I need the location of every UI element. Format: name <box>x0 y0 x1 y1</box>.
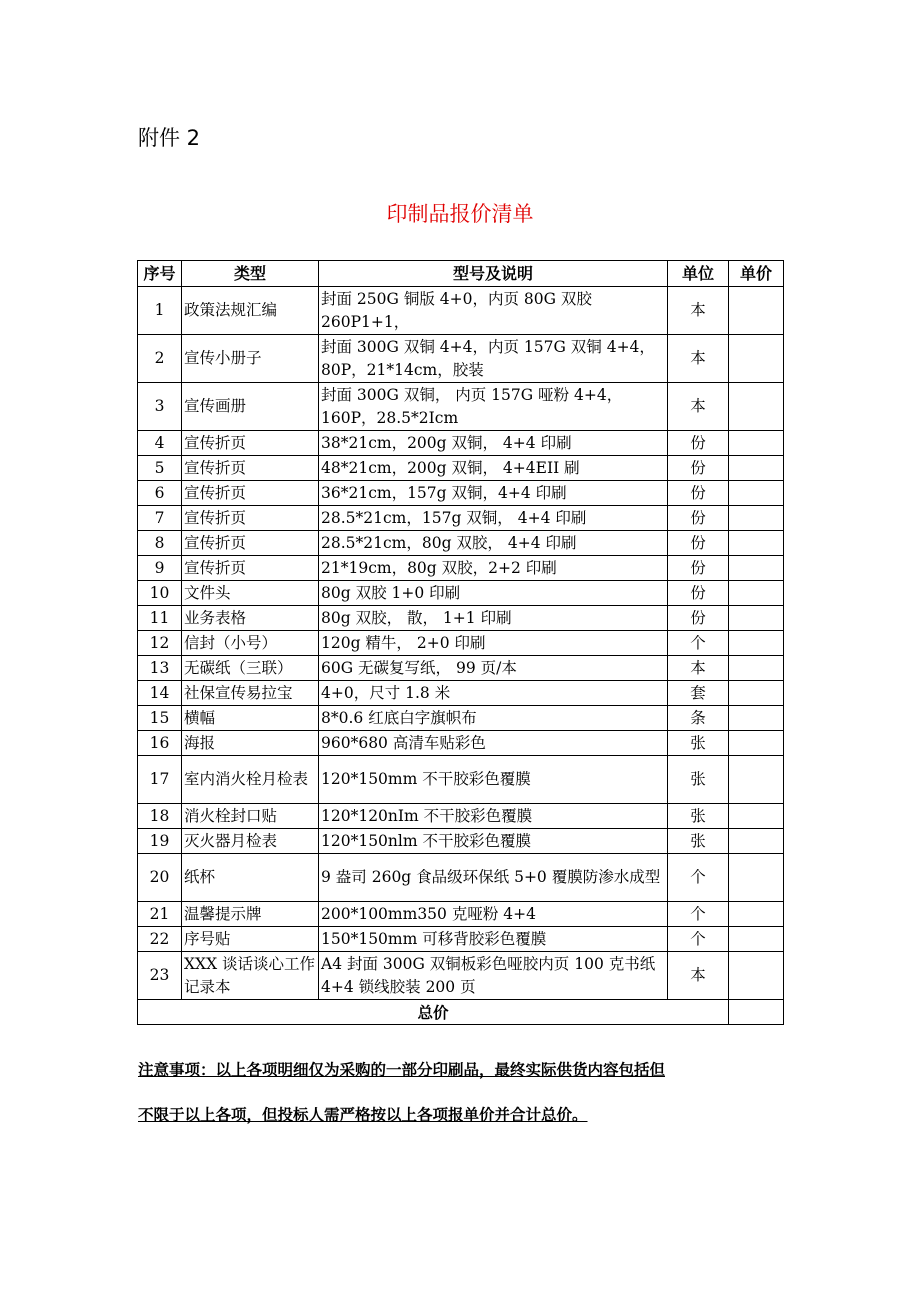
header-type: 类型 <box>182 261 319 287</box>
row-unit: 本 <box>668 383 729 431</box>
row-price-cell <box>729 383 784 431</box>
row-spec: 21*19cm，80g 双胶，2+2 印刷 <box>319 556 668 581</box>
table-row <box>138 506 784 531</box>
row-price-cell <box>729 731 784 756</box>
total-row <box>138 1000 784 1025</box>
row-no: 8 <box>138 531 182 556</box>
row-type: 宣传小册子 <box>182 335 319 383</box>
header-spec: 型号及说明 <box>319 261 668 287</box>
row-price-cell <box>729 606 784 631</box>
note-line-1-text: 注意事项：以上各项明细仅为采购的一部分印刷品，最终实际供货内容包括但 <box>138 1061 666 1079</box>
row-unit: 个 <box>668 854 729 902</box>
row-type: 温馨提示牌 <box>182 902 319 927</box>
row-spec: 封面 300G 双铜， 内页 157G 哑粉 4+4，160P，28.5*2Icm <box>319 383 668 431</box>
row-price-cell <box>729 927 784 952</box>
row-unit: 张 <box>668 804 729 829</box>
table-row <box>138 927 784 952</box>
header-no: 序号 <box>138 261 182 287</box>
row-no: 18 <box>138 804 182 829</box>
table-header-row <box>138 261 784 287</box>
quote-table <box>137 260 784 1025</box>
total-value-cell <box>729 1000 784 1025</box>
row-price-cell <box>729 431 784 456</box>
table-row <box>138 531 784 556</box>
row-unit: 本 <box>668 287 729 335</box>
row-type: 信封（小号） <box>182 631 319 656</box>
row-unit: 份 <box>668 456 729 481</box>
row-spec: 120*120nIm 不干胶彩色覆膜 <box>319 804 668 829</box>
row-price-cell <box>729 829 784 854</box>
row-price-cell <box>729 556 784 581</box>
row-spec: 200*100mm350 克哑粉 4+4 <box>319 902 668 927</box>
row-type: 宣传折页 <box>182 531 319 556</box>
row-spec: A4 封面 300G 双铜板彩色哑胶内页 100 克书纸 4+4 锁线胶装 200 页 <box>319 952 668 1000</box>
table-row <box>138 656 784 681</box>
row-price-cell <box>729 481 784 506</box>
table-row <box>138 681 784 706</box>
row-unit: 份 <box>668 531 729 556</box>
row-spec: 36*21cm，157g 双铜，4+4 印刷 <box>319 481 668 506</box>
row-no: 22 <box>138 927 182 952</box>
table-row <box>138 756 784 804</box>
table-row <box>138 606 784 631</box>
row-type: 业务表格 <box>182 606 319 631</box>
row-spec: 8*0.6 红底白字旗帜布 <box>319 706 668 731</box>
row-price-cell <box>729 952 784 1000</box>
row-unit: 份 <box>668 556 729 581</box>
row-spec: 28.5*21cm，80g 双胶， 4+4 印刷 <box>319 531 668 556</box>
row-price-cell <box>729 335 784 383</box>
row-unit: 份 <box>668 431 729 456</box>
row-type: 宣传折页 <box>182 556 319 581</box>
row-no: 23 <box>138 952 182 1000</box>
row-type: 宣传折页 <box>182 481 319 506</box>
row-no: 17 <box>138 756 182 804</box>
table-row <box>138 581 784 606</box>
row-unit: 个 <box>668 902 729 927</box>
row-type: 宣传画册 <box>182 383 319 431</box>
table-row <box>138 556 784 581</box>
row-type: XXX 谈话谈心工作记录本 <box>182 952 319 1000</box>
row-unit: 张 <box>668 731 729 756</box>
row-spec: 封面 300G 双铜 4+4，内页 157G 双铜 4+4，80P，21*14cm，胶装 <box>319 335 668 383</box>
row-price-cell <box>729 902 784 927</box>
page-title: 印制品报价清单 <box>386 202 534 226</box>
row-price-cell <box>729 656 784 681</box>
row-no: 6 <box>138 481 182 506</box>
row-unit: 本 <box>668 335 729 383</box>
table-row <box>138 456 784 481</box>
row-unit: 份 <box>668 581 729 606</box>
row-no: 11 <box>138 606 182 631</box>
row-spec: 120*150mm 不干胶彩色覆膜 <box>319 756 668 804</box>
row-unit: 份 <box>668 506 729 531</box>
row-price-cell <box>729 631 784 656</box>
total-label: 总价 <box>138 1000 729 1025</box>
row-type: 消火栓封口贴 <box>182 804 319 829</box>
table-row <box>138 481 784 506</box>
row-no: 16 <box>138 731 182 756</box>
row-spec: 28.5*21cm，157g 双铜， 4+4 印刷 <box>319 506 668 531</box>
table-row <box>138 287 784 335</box>
table-row <box>138 706 784 731</box>
row-type: 室内消火栓月检表 <box>182 756 319 804</box>
row-type: 纸杯 <box>182 854 319 902</box>
row-type: 灭火器月检表 <box>182 829 319 854</box>
row-spec: 80g 双胶 1+0 印刷 <box>319 581 668 606</box>
note-line-2-text: 不限于以上各项，但投标人需严格按以上各项报单价并合计总价。 <box>138 1106 588 1124</box>
row-no: 15 <box>138 706 182 731</box>
table-row <box>138 804 784 829</box>
row-price-cell <box>729 506 784 531</box>
row-no: 5 <box>138 456 182 481</box>
row-unit: 个 <box>668 927 729 952</box>
row-no: 13 <box>138 656 182 681</box>
row-spec: 60G 无碳复写纸， 99 页/本 <box>319 656 668 681</box>
row-type: 社保宣传易拉宝 <box>182 681 319 706</box>
row-spec: 150*150mm 可移背胶彩色覆膜 <box>319 927 668 952</box>
row-unit: 条 <box>668 706 729 731</box>
row-type: 宣传折页 <box>182 506 319 531</box>
header-unit: 单位 <box>668 261 729 287</box>
row-unit: 份 <box>668 606 729 631</box>
row-spec: 80g 双胶， 散， 1+1 印刷 <box>319 606 668 631</box>
header-price: 单价 <box>729 261 784 287</box>
row-no: 1 <box>138 287 182 335</box>
table-row <box>138 829 784 854</box>
table-row <box>138 952 784 1000</box>
row-type: 政策法规汇编 <box>182 287 319 335</box>
row-spec: 封面 250G 铜版 4+0，内页 80G 双胶 260P1+1， <box>319 287 668 335</box>
row-spec: 120*150nlm 不干胶彩色覆膜 <box>319 829 668 854</box>
row-spec: 48*21cm，200g 双铜， 4+4EII 刷 <box>319 456 668 481</box>
row-price-cell <box>729 706 784 731</box>
row-spec: 38*21cm，200g 双铜， 4+4 印刷 <box>319 431 668 456</box>
row-price-cell <box>729 681 784 706</box>
row-price-cell <box>729 287 784 335</box>
row-no: 4 <box>138 431 182 456</box>
row-no: 2 <box>138 335 182 383</box>
row-unit: 个 <box>668 631 729 656</box>
row-unit: 张 <box>668 829 729 854</box>
row-spec: 120g 精牛， 2+0 印刷 <box>319 631 668 656</box>
row-no: 21 <box>138 902 182 927</box>
row-price-cell <box>729 581 784 606</box>
row-no: 12 <box>138 631 182 656</box>
table-row <box>138 431 784 456</box>
row-unit: 本 <box>668 952 729 1000</box>
row-unit: 套 <box>668 681 729 706</box>
row-no: 7 <box>138 506 182 531</box>
row-price-cell <box>729 756 784 804</box>
row-type: 横幅 <box>182 706 319 731</box>
row-spec: 4+0，尺寸 1.8 米 <box>319 681 668 706</box>
row-no: 20 <box>138 854 182 902</box>
row-no: 19 <box>138 829 182 854</box>
attachment-label: 附件 2 <box>138 126 201 150</box>
row-spec: 960*680 高清车贴彩色 <box>319 731 668 756</box>
row-no: 14 <box>138 681 182 706</box>
row-spec: 9 盎司 260g 食品级环保纸 5+0 覆膜防渗水成型 <box>319 854 668 902</box>
row-type: 文件头 <box>182 581 319 606</box>
row-price-cell <box>729 531 784 556</box>
row-unit: 份 <box>668 481 729 506</box>
row-type: 宣传折页 <box>182 431 319 456</box>
table-row <box>138 383 784 431</box>
row-no: 3 <box>138 383 182 431</box>
table-row <box>138 335 784 383</box>
table-row <box>138 854 784 902</box>
note-line-1 <box>138 1058 788 1080</box>
row-price-cell <box>729 456 784 481</box>
note-line-2 <box>138 1103 788 1125</box>
row-no: 9 <box>138 556 182 581</box>
row-unit: 张 <box>668 756 729 804</box>
row-type: 海报 <box>182 731 319 756</box>
row-type: 序号贴 <box>182 927 319 952</box>
table-row <box>138 731 784 756</box>
row-type: 宣传折页 <box>182 456 319 481</box>
table-row <box>138 902 784 927</box>
row-type: 无碳纸（三联） <box>182 656 319 681</box>
row-no: 10 <box>138 581 182 606</box>
row-unit: 本 <box>668 656 729 681</box>
row-price-cell <box>729 804 784 829</box>
table-row <box>138 631 784 656</box>
row-price-cell <box>729 854 784 902</box>
